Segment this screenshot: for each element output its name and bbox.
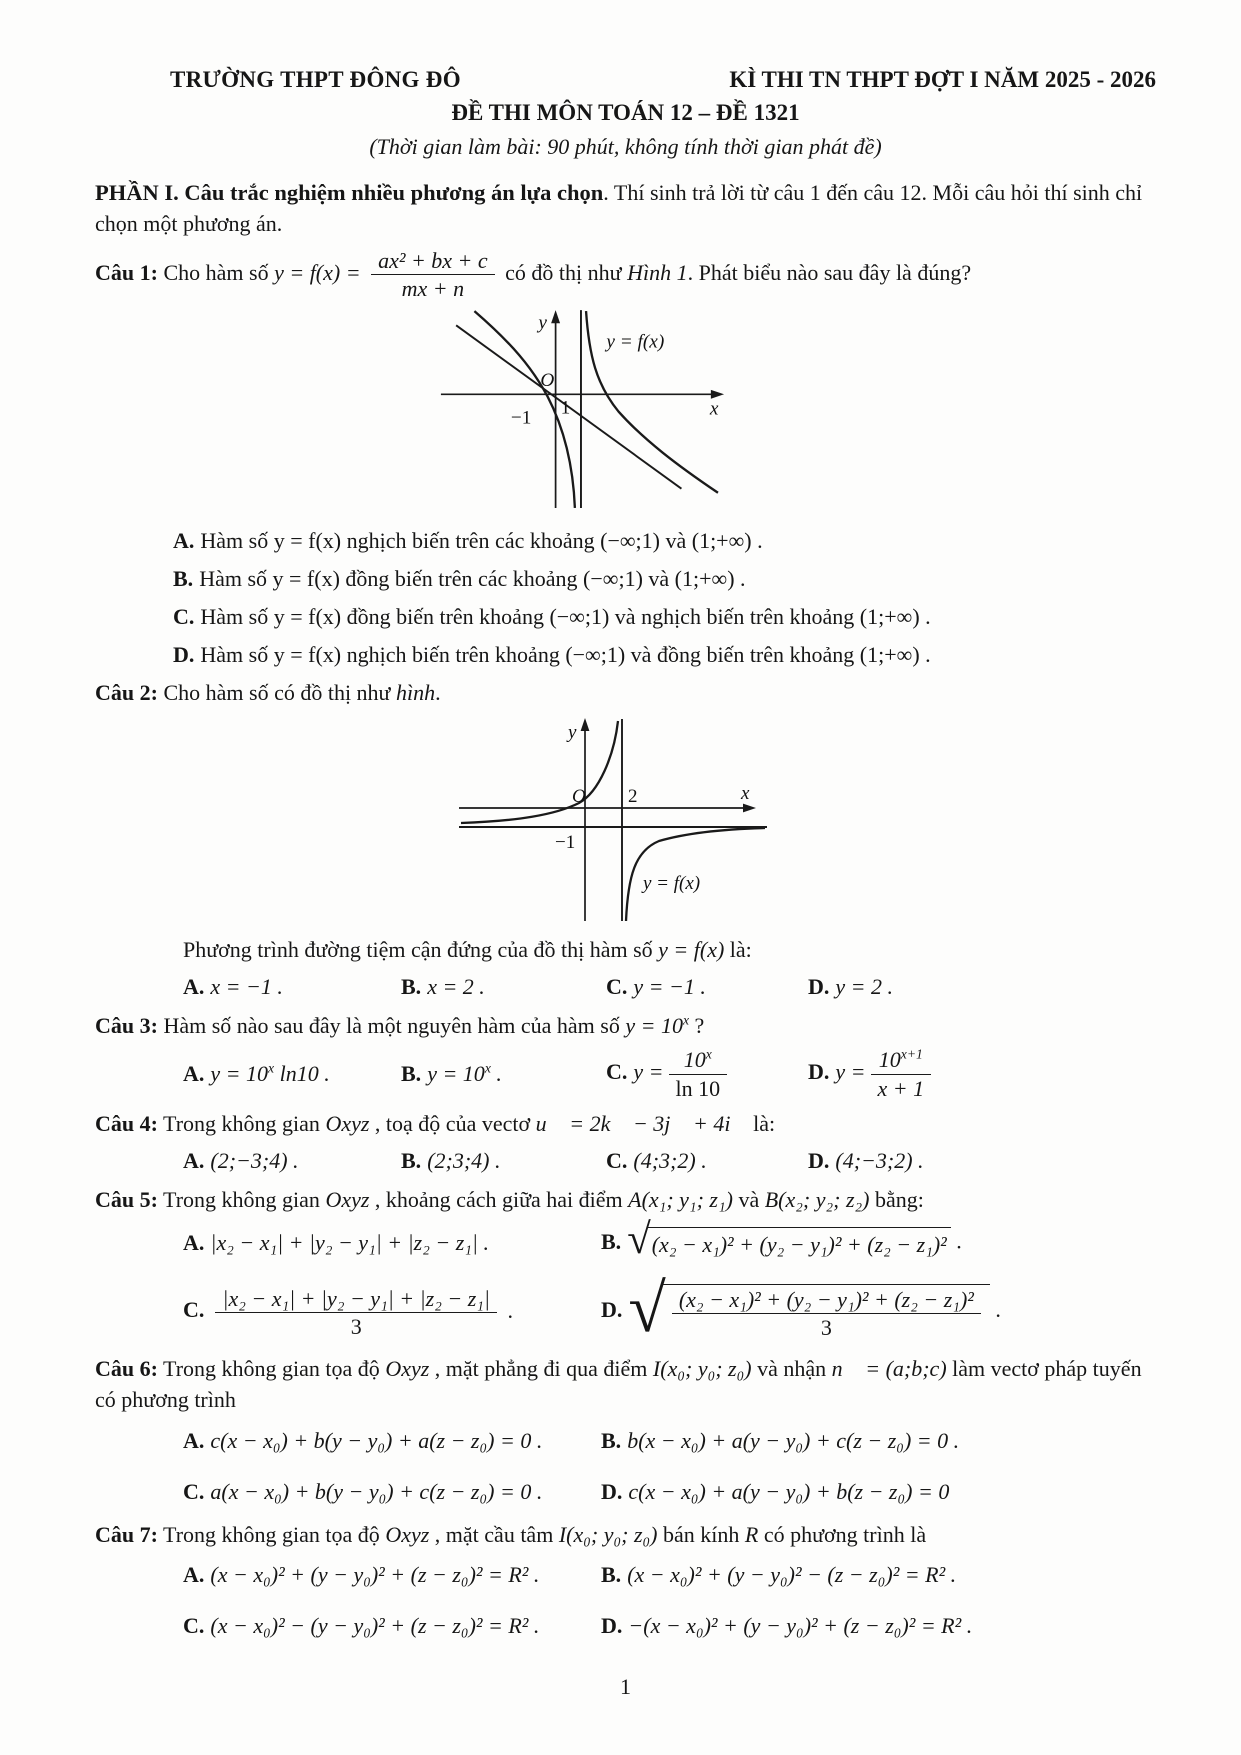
q1-option-c-key: C. bbox=[173, 603, 195, 629]
q3-option-d-num-sup: x+1 bbox=[900, 1047, 923, 1062]
q4-stem-pre: Trong không gian bbox=[157, 1110, 326, 1136]
q6-option-b bbox=[601, 1426, 1156, 1457]
q3-stem-math-sup: x bbox=[682, 1012, 690, 1028]
question-1-label: Câu 1: bbox=[95, 259, 158, 285]
q6-stem-post: làm vectơ pháp tuyến có phương trình bbox=[95, 1356, 1142, 1413]
q3-option-c bbox=[606, 1047, 808, 1101]
q5-option-d bbox=[601, 1270, 1156, 1347]
q3-option-c-den: ln 10 bbox=[675, 1075, 721, 1101]
q3-option-d-num-base: 10 bbox=[878, 1047, 901, 1073]
q5-option-d-radicand bbox=[663, 1284, 990, 1341]
q2-option-d bbox=[808, 972, 1156, 1003]
question-7-stem bbox=[95, 1520, 1156, 1551]
q2-option-d-text: y = 2 . bbox=[835, 973, 894, 999]
q2-option-a-key: A. bbox=[183, 973, 205, 999]
question-1-stem bbox=[95, 248, 1156, 302]
q4-stem-mid: , toạ độ của vectơ bbox=[369, 1110, 536, 1136]
q6-oxyz: Oxyz bbox=[385, 1356, 430, 1382]
q4-option-a bbox=[183, 1146, 401, 1177]
q3-option-a-text bbox=[210, 1061, 329, 1086]
q3-option-b-tail: . bbox=[490, 1060, 502, 1086]
question-6-stem bbox=[95, 1354, 1156, 1416]
q5-stem-post: bằng: bbox=[869, 1186, 924, 1212]
q6-point-i: I(x₀; y₀; z₀) bbox=[652, 1356, 752, 1382]
q1-option-d bbox=[173, 640, 1156, 671]
q1-graph-tick-neg1: −1 bbox=[510, 408, 532, 430]
q5-option-d-num: (x₂ − x₁)² + (y₂ − y₁)² + (z₂ − z₁)² bbox=[672, 1287, 981, 1314]
q2-graph-x-label: x bbox=[741, 783, 750, 805]
q5-option-b bbox=[601, 1216, 1156, 1264]
q3-stem-math-base: y = 10 bbox=[625, 1012, 683, 1038]
q1-option-a-text: Hàm số y = f(x) nghịch biến trên các khoảng (−∞;1) và (1;+∞) . bbox=[200, 528, 763, 554]
q3-option-b-base: y = 10 bbox=[427, 1060, 485, 1086]
q6-option-c bbox=[183, 1477, 601, 1508]
q5-point-b: B(x₂; y₂; z₂) bbox=[764, 1186, 870, 1212]
q1-option-b-key: B. bbox=[173, 565, 194, 591]
q3-option-a-base: y = 10 bbox=[210, 1060, 269, 1086]
q4-option-c-text: (4;3;2) . bbox=[633, 1147, 707, 1173]
q7-option-a bbox=[183, 1560, 601, 1591]
q5-option-c-fraction bbox=[215, 1286, 497, 1340]
q7-stem-post: có phương trình là bbox=[758, 1521, 927, 1547]
q3-stem-pre: Hàm số nào sau đây là một nguyên hàm của hàm số bbox=[157, 1012, 626, 1038]
q5-stem-mid2: và bbox=[732, 1186, 765, 1212]
q1-formula-lhs: y = f(x) = bbox=[274, 259, 361, 285]
q6-option-d-text: c(x − x₀) + a(y − y₀) + b(z − z₀) = 0 bbox=[628, 1478, 950, 1504]
q5-option-d-key: D. bbox=[601, 1297, 623, 1323]
q4-vector-formula: u⃗ = 2k⃗ − 3j⃗ + 4i⃗ bbox=[535, 1110, 748, 1136]
q5-option-d-sqrt bbox=[628, 1270, 989, 1347]
q5-oxyz: Oxyz bbox=[325, 1186, 370, 1212]
q7-center-point: I(x₀; y₀; z₀) bbox=[558, 1521, 658, 1547]
q2-prompt-post: là: bbox=[724, 936, 752, 962]
question-5-label: Câu 5: bbox=[95, 1186, 158, 1212]
part1-desc: . Thí sinh trả lời từ câu 1 đến câu 12. Mỗi câu hỏi thí sinh chỉ chọn một phương án. bbox=[95, 180, 1143, 236]
question-4-stem bbox=[95, 1109, 1156, 1140]
exam-title: KÌ THI TN THPT ĐỢT I NĂM 2025 - 2026 bbox=[729, 67, 1156, 92]
q3-option-a-key: A. bbox=[183, 1060, 205, 1086]
q7-option-b-key: B. bbox=[601, 1562, 622, 1588]
q5-option-b-key: B. bbox=[601, 1228, 622, 1254]
q5-option-a-key: A. bbox=[183, 1230, 205, 1256]
q1-options bbox=[173, 526, 1156, 670]
q1-fraction-denominator: mx + n bbox=[401, 276, 465, 302]
q3-option-b-text bbox=[427, 1061, 502, 1086]
q3-option-c-lhs: y = bbox=[633, 1059, 664, 1085]
q7-option-c-text: (x − x₀)² − (y − y₀)² + (z − z₀)² = R² . bbox=[210, 1613, 540, 1639]
q6-option-c-key: C. bbox=[183, 1478, 205, 1504]
q1-fraction-numerator: ax² + bx + c bbox=[371, 248, 495, 275]
q2-graph-origin-label: O bbox=[572, 786, 586, 808]
q2-graph-curve-label: y = f(x) bbox=[643, 873, 701, 895]
q4-option-b-text: (2;3;4) . bbox=[427, 1147, 501, 1173]
q1-graph-curve-label: y = f(x) bbox=[606, 331, 665, 353]
q2-option-c-text: y = −1 . bbox=[633, 973, 706, 999]
q2-graph-y-label: y bbox=[568, 722, 577, 744]
q5-option-a bbox=[183, 1228, 601, 1259]
q7-option-a-text: (x − x₀)² + (y − y₀)² + (z − z₀)² = R² . bbox=[210, 1562, 540, 1588]
q1-stem-mid: có đồ thị như bbox=[505, 259, 628, 285]
q3-option-c-num bbox=[669, 1047, 728, 1074]
q3-option-d-num bbox=[871, 1047, 932, 1074]
q3-option-d-den: x + 1 bbox=[877, 1075, 925, 1101]
q6-options bbox=[183, 1422, 1156, 1512]
q7-option-d-key: D. bbox=[601, 1613, 623, 1639]
q3-option-d-key: D. bbox=[808, 1059, 830, 1085]
q1-option-a bbox=[173, 526, 1156, 557]
q3-stem-math bbox=[625, 1013, 689, 1038]
q1-option-b bbox=[173, 564, 1156, 595]
q2-stem-post: . bbox=[435, 680, 441, 706]
exam-subject: ĐỀ THI MÔN TOÁN 12 – ĐỀ 1321 bbox=[451, 100, 800, 126]
x-axis-arrow bbox=[711, 390, 724, 399]
q3-option-b-key: B. bbox=[401, 1060, 422, 1086]
q1-figure-ref: Hình 1 bbox=[627, 259, 688, 285]
part1-intro bbox=[95, 177, 1156, 240]
q6-option-a bbox=[183, 1426, 601, 1457]
q1-option-c bbox=[173, 602, 1156, 633]
question-6-label: Câu 6: bbox=[95, 1356, 158, 1382]
q2-option-b bbox=[401, 972, 606, 1003]
question-2-label: Câu 2: bbox=[95, 680, 158, 706]
page-number: 1 bbox=[620, 1674, 631, 1699]
q3-option-d bbox=[808, 1047, 1156, 1101]
q5-stem-mid: , khoảng cách giữa hai điểm bbox=[369, 1186, 629, 1212]
question-2-stem bbox=[95, 678, 1156, 709]
q7-stem-mid: , mặt cầu tâm bbox=[429, 1521, 559, 1547]
q7-option-c bbox=[183, 1611, 601, 1642]
school-name: TRƯỜNG THPT ĐÔNG ĐÔ bbox=[170, 67, 461, 92]
question-7-label: Câu 7: bbox=[95, 1521, 158, 1547]
q7-option-b bbox=[601, 1560, 1156, 1591]
q4-option-c-key: C. bbox=[606, 1147, 628, 1173]
question-3-label: Câu 3: bbox=[95, 1012, 158, 1038]
q1-graph-svg bbox=[423, 305, 743, 510]
q6-stem-mid: , mặt phẳng đi qua điểm bbox=[429, 1356, 653, 1382]
q2-option-b-text: x = 2 . bbox=[427, 973, 485, 999]
q2-graph-tick-2: 2 bbox=[628, 786, 638, 808]
q4-option-b-key: B. bbox=[401, 1147, 422, 1173]
q5-option-d-den: 3 bbox=[820, 1315, 832, 1341]
q2-prompt-math: y = f(x) bbox=[658, 936, 725, 962]
q5-option-b-radicand: (x₂ − x₁)² + (y₂ − y₁)² + (z₂ − z₁)² bbox=[648, 1227, 951, 1261]
q1-option-d-key: D. bbox=[173, 641, 195, 667]
question-4-label: Câu 4: bbox=[95, 1110, 158, 1136]
q6-normal-vector: n⃗ = (a;b;c) bbox=[831, 1356, 947, 1382]
q4-option-c bbox=[606, 1146, 808, 1177]
q3-option-a bbox=[183, 1059, 401, 1090]
q3-option-c-key: C. bbox=[606, 1059, 628, 1085]
q1-graph-tick-1: 1 bbox=[560, 397, 571, 419]
q2-option-a-text: x = −1 . bbox=[210, 973, 283, 999]
x-axis-arrow bbox=[743, 804, 756, 813]
q1-stem-pre: Cho hàm số bbox=[157, 259, 275, 285]
radical-sign: √ bbox=[628, 1270, 666, 1347]
q1-fraction bbox=[371, 248, 495, 302]
q2-graph-svg bbox=[447, 711, 777, 924]
q2-option-b-key: B. bbox=[401, 973, 422, 999]
q4-option-a-key: A. bbox=[183, 1147, 205, 1173]
q7-option-c-key: C. bbox=[183, 1613, 205, 1639]
exam-duration: (Thời gian làm bài: 90 phút, không tính thời gian phát đề) bbox=[369, 134, 882, 160]
q2-stem-pre: Cho hàm số có đồ thị như bbox=[157, 680, 396, 706]
q1-option-c-text: Hàm số y = f(x) đồng biến trên khoảng (−∞;1) và nghịch biến trên khoảng (1;+∞) . bbox=[200, 603, 931, 629]
figure-1-graph bbox=[423, 305, 1156, 519]
q3-option-d-lhs: y = bbox=[835, 1059, 866, 1085]
q1-graph-origin-label: O bbox=[540, 370, 555, 392]
q2-option-a bbox=[183, 972, 401, 1003]
figure-2-graph bbox=[447, 711, 1156, 933]
q7-option-d bbox=[601, 1611, 1156, 1642]
q3-option-b-sup: x bbox=[484, 1060, 491, 1076]
radical-sign: √ bbox=[627, 1216, 651, 1264]
q6-option-c-text: a(x − x₀) + b(y − y₀) + c(z − z₀) = 0 . bbox=[210, 1478, 543, 1504]
q5-stem-pre: Trong không gian bbox=[157, 1186, 326, 1212]
q5-point-a: A(x₁; y₁; z₁) bbox=[628, 1186, 733, 1212]
question-3-stem bbox=[95, 1011, 1156, 1042]
q1-option-b-text: Hàm số y = f(x) đồng biến trên các khoảng (−∞;1) và (1;+∞) . bbox=[199, 565, 746, 591]
q4-option-d-text: (4;−3;2) . bbox=[835, 1147, 924, 1173]
q6-option-b-key: B. bbox=[601, 1428, 622, 1454]
q3-option-c-num-base: 10 bbox=[683, 1047, 706, 1073]
q1-stem-post: . Phát biểu nào sau đây là đúng? bbox=[687, 259, 972, 285]
q5-option-c-num: |x₂ − x₁| + |y₂ − y₁| + |z₂ − z₁| bbox=[215, 1286, 497, 1313]
q7-options bbox=[183, 1556, 1156, 1646]
header-row bbox=[95, 64, 1156, 96]
q5-option-a-text: |x₂ − x₁| + |y₂ − y₁| + |z₂ − z₁| . bbox=[210, 1230, 489, 1256]
q3-option-b bbox=[401, 1059, 606, 1090]
q2-graph-tick-neg1: −1 bbox=[555, 832, 576, 854]
q7-option-a-key: A. bbox=[183, 1562, 205, 1588]
part1-title: PHẦN I. Câu trắc nghiệm nhiều phương án lựa chọn bbox=[95, 180, 604, 206]
q4-option-d-key: D. bbox=[808, 1147, 830, 1173]
q7-option-b-text: (x − x₀)² + (y − y₀)² − (z − z₀)² = R² . bbox=[627, 1562, 957, 1588]
q5-option-d-fraction bbox=[672, 1287, 981, 1341]
q4-option-d bbox=[808, 1146, 1156, 1177]
q2-prompt bbox=[183, 935, 1156, 966]
q4-option-b bbox=[401, 1146, 606, 1177]
q5-option-b-sqrt bbox=[627, 1216, 951, 1264]
q3-option-c-num-sup: x bbox=[705, 1047, 712, 1062]
q4-oxyz: Oxyz bbox=[325, 1110, 370, 1136]
q5-option-b-tail: . bbox=[950, 1228, 962, 1254]
q1-graph-x-label: x bbox=[709, 398, 719, 420]
q4-options bbox=[183, 1146, 1156, 1177]
q3-options bbox=[183, 1047, 1156, 1101]
q6-option-d bbox=[601, 1477, 1156, 1508]
q7-radius: R bbox=[744, 1521, 759, 1547]
q5-option-c-key: C. bbox=[183, 1297, 205, 1323]
q6-stem-pre: Trong không gian tọa độ bbox=[157, 1356, 386, 1382]
q6-option-d-key: D. bbox=[601, 1478, 623, 1504]
question-5-stem bbox=[95, 1185, 1156, 1216]
q2-figure-ref: hình bbox=[395, 680, 436, 706]
q5-option-c-tail: . bbox=[501, 1297, 513, 1323]
q7-stem-mid2: bán kính bbox=[657, 1521, 745, 1547]
q2-options bbox=[183, 972, 1156, 1003]
q2-option-c-key: C. bbox=[606, 973, 628, 999]
q1-option-d-text: Hàm số y = f(x) nghịch biến trên khoảng (−∞;1) và đồng biến trên khoảng (1;+∞) . bbox=[200, 641, 931, 667]
q3-option-a-sup: x bbox=[268, 1060, 275, 1076]
q5-option-c-den: 3 bbox=[350, 1313, 362, 1339]
q6-stem-mid2: và nhận bbox=[751, 1356, 832, 1382]
q2-option-d-key: D. bbox=[808, 973, 830, 999]
q6-option-a-key: A. bbox=[183, 1428, 205, 1454]
q6-option-b-text: b(x − x₀) + a(y − y₀) + c(z − z₀) = 0 . bbox=[627, 1428, 960, 1454]
q1-option-a-key: A. bbox=[173, 528, 195, 554]
q7-option-d-text: −(x − x₀)² + (y − y₀)² + (z − z₀)² = R² . bbox=[628, 1613, 973, 1639]
q7-stem-pre: Trong không gian tọa độ bbox=[157, 1521, 386, 1547]
q3-option-d-fraction bbox=[871, 1047, 932, 1101]
q4-option-a-text: (2;−3;4) . bbox=[210, 1147, 299, 1173]
q6-option-a-text: c(x − x₀) + b(y − y₀) + a(z − z₀) = 0 . bbox=[210, 1428, 543, 1454]
y-axis-arrow bbox=[581, 718, 590, 731]
q3-option-c-fraction bbox=[669, 1047, 728, 1101]
q3-option-a-tail: ln10 . bbox=[274, 1060, 330, 1086]
q5-option-c bbox=[183, 1286, 601, 1340]
q2-option-c bbox=[606, 972, 808, 1003]
q2-prompt-pre: Phương trình đường tiệm cận đứng của đồ thị hàm số bbox=[183, 936, 659, 962]
q3-stem-post: ? bbox=[689, 1012, 705, 1038]
q5-options bbox=[183, 1216, 1156, 1347]
y-axis-arrow bbox=[551, 310, 560, 323]
q1-graph-y-label: y bbox=[538, 312, 547, 334]
q7-oxyz: Oxyz bbox=[385, 1521, 430, 1547]
q5-option-d-tail: . bbox=[989, 1297, 1001, 1323]
q4-stem-post: là: bbox=[747, 1110, 776, 1136]
